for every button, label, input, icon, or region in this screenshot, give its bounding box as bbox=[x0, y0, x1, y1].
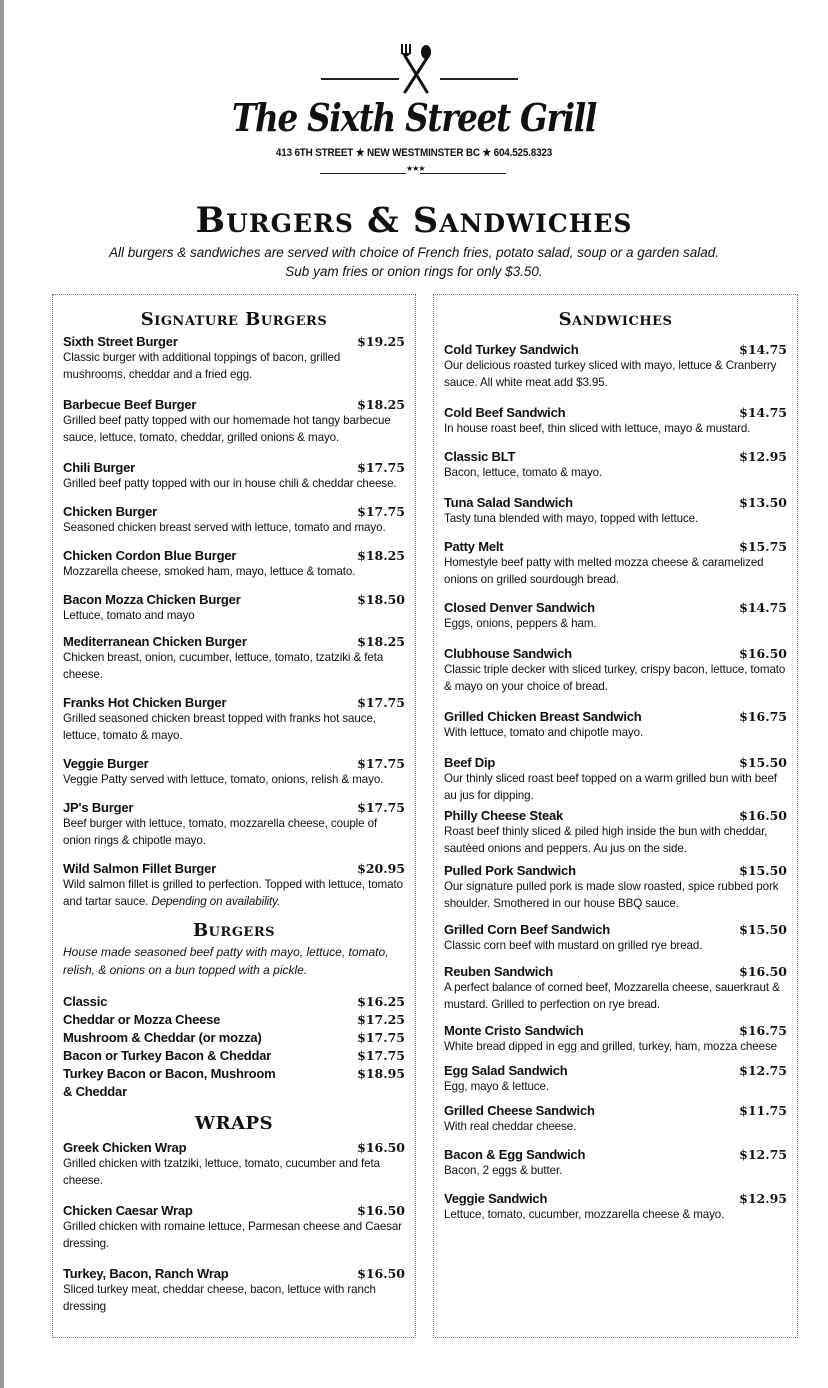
item-description: Lettuce, tomato, cucumber, mozzarella cheese & mayo. bbox=[444, 1208, 725, 1221]
item-name: Chili Burger bbox=[63, 460, 135, 475]
section-heading-sandwiches: Sandwiches bbox=[558, 309, 673, 330]
availability-note: Depending on availability. bbox=[151, 895, 281, 908]
item-price: $12.75 bbox=[739, 1147, 787, 1162]
item-price: $19.25 bbox=[357, 334, 405, 349]
sandwich-list bbox=[444, 342, 787, 1223]
item-description: Eggs, onions, peppers & ham. bbox=[444, 617, 597, 630]
menu-item bbox=[444, 1023, 787, 1055]
item-name: Cheddar or Mozza Cheese bbox=[63, 1012, 221, 1027]
item-price: $14.75 bbox=[739, 600, 787, 615]
item-price: $16.50 bbox=[739, 964, 787, 979]
item-name: Bacon Mozza Chicken Burger bbox=[63, 592, 241, 607]
item-description: Grilled chicken with romaine lettuce, Parmesan cheese and Caesar dressing. bbox=[63, 1220, 403, 1250]
item-description: Our signature pulled pork is made slow roasted, spice rubbed pork shoulder. Smothered in our house BBQ sauce. bbox=[444, 880, 779, 910]
item-price: $16.50 bbox=[357, 1266, 405, 1281]
menu-item bbox=[63, 1203, 405, 1252]
left-column bbox=[52, 294, 416, 1338]
item-description: Grilled beef patty topped with our homemade hot tangy barbecue sauce, lettuce, tomato, cheddar, grilled onions & mayo. bbox=[63, 414, 391, 444]
wrap-list bbox=[63, 1140, 405, 1315]
menu-item bbox=[63, 334, 405, 383]
menu-item bbox=[444, 342, 787, 391]
item-name: Egg Salad Sandwich bbox=[444, 1063, 568, 1078]
section-heading-signature: Signature Burgers bbox=[140, 309, 328, 330]
item-name: Closed Denver Sandwich bbox=[444, 600, 595, 615]
item-name: Wild Salmon Fillet Burger bbox=[63, 861, 217, 876]
restaurant-name: The Sixth Street Grill bbox=[232, 95, 596, 140]
menu-item bbox=[444, 495, 787, 527]
item-price: $11.75 bbox=[739, 1103, 787, 1118]
item-name: Turkey, Bacon, Ranch Wrap bbox=[63, 1266, 229, 1281]
burger-option bbox=[63, 993, 405, 1011]
star-icon: ★★★ bbox=[406, 164, 425, 173]
item-description: Chicken breast, onion, cucumber, lettuce, tomato, tzatziki & feta cheese. bbox=[63, 651, 384, 681]
menu-item bbox=[444, 539, 787, 588]
item-price: $15.50 bbox=[739, 755, 787, 770]
item-description: Beef burger with lettuce, tomato, mozzarella cheese, couple of onion rings & chipotle mayo. bbox=[63, 817, 378, 847]
item-price: $17.75 bbox=[357, 695, 405, 710]
menu-item bbox=[63, 504, 405, 536]
item-name: Classic BLT bbox=[444, 449, 516, 464]
item-price: $15.50 bbox=[739, 863, 787, 878]
item-price: $16.75 bbox=[739, 1023, 787, 1038]
item-price: $17.75 bbox=[357, 504, 405, 519]
burger-option bbox=[63, 1011, 405, 1029]
menu-item bbox=[444, 755, 787, 804]
item-price: $20.95 bbox=[357, 861, 405, 876]
menu-item bbox=[444, 1063, 787, 1095]
item-description: A perfect balance of corned beef, Mozzarella cheese, sauerkraut & mustard. Grilled to perfection on rye bread. bbox=[444, 981, 780, 1011]
menu-item bbox=[444, 1103, 787, 1135]
item-description: Our thinly sliced roast beef topped on a warm grilled bun with beef au jus for dipping. bbox=[444, 772, 777, 802]
item-description: Grilled seasoned chicken breast topped with franks hot sauce, lettuce, tomato & mayo. bbox=[63, 712, 376, 742]
item-name: Grilled Chicken Breast Sandwich bbox=[444, 709, 642, 724]
item-name: Grilled Corn Beef Sandwich bbox=[444, 922, 610, 937]
menu-item bbox=[63, 1140, 405, 1189]
menu-item bbox=[444, 808, 787, 857]
menu-item bbox=[444, 600, 787, 632]
item-name: Classic bbox=[63, 994, 108, 1009]
item-name: Patty Melt bbox=[444, 539, 504, 554]
signature-burger-list bbox=[63, 334, 405, 910]
burger-option bbox=[63, 1029, 405, 1047]
item-name: Pulled Pork Sandwich bbox=[444, 863, 576, 878]
item-name: Chicken Burger bbox=[63, 504, 158, 519]
item-name: Veggie Burger bbox=[63, 756, 149, 771]
restaurant-header bbox=[0, 40, 828, 183]
item-name: Clubhouse Sandwich bbox=[444, 646, 572, 661]
menu-item bbox=[444, 449, 787, 481]
item-price: $17.75 bbox=[357, 1048, 405, 1063]
menu-item bbox=[63, 592, 405, 624]
burgers-description: House made seasoned beef patty with mayo, lettuce, tomato, relish, & onions on a bun topped with a pickle. bbox=[63, 945, 389, 977]
menu-item bbox=[444, 1147, 787, 1179]
menu-item bbox=[444, 1191, 787, 1223]
logo-rule-left bbox=[321, 78, 399, 80]
menu-item bbox=[444, 863, 787, 912]
menu-item bbox=[63, 695, 405, 744]
logo-rule-right bbox=[440, 78, 518, 80]
menu-item bbox=[444, 709, 787, 741]
item-description: Classic burger with additional toppings of bacon, grilled mushrooms, cheddar and a fried egg. bbox=[63, 351, 341, 381]
item-description: Grilled beef patty topped with our in house chili & cheddar cheese. bbox=[63, 477, 397, 490]
item-name: Turkey Bacon or Bacon, Mushroom & Cheddar bbox=[63, 1066, 276, 1099]
right-column bbox=[433, 294, 798, 1338]
item-price: $18.25 bbox=[357, 548, 405, 563]
menu-item bbox=[63, 800, 405, 849]
item-price: $17.75 bbox=[357, 460, 405, 475]
item-name: Greek Chicken Wrap bbox=[63, 1140, 187, 1155]
restaurant-address: 413 6TH STREET ★ NEW WESTMINSTER BC ★ 604.525.8323 bbox=[275, 147, 553, 159]
item-name: Barbecue Beef Burger bbox=[63, 397, 197, 412]
item-name: JP's Burger bbox=[63, 800, 134, 815]
item-price: $12.95 bbox=[739, 1191, 787, 1206]
menu-item bbox=[63, 756, 405, 788]
menu-item bbox=[444, 922, 787, 954]
item-price: $15.75 bbox=[739, 539, 787, 554]
item-price: $12.95 bbox=[739, 449, 787, 464]
item-name: Franks Hot Chicken Burger bbox=[63, 695, 227, 710]
divider-stars bbox=[0, 163, 828, 183]
item-description: In house roast beef, thin sliced with lettuce, mayo & mustard. bbox=[444, 422, 751, 435]
item-description: Bacon, 2 eggs & butter. bbox=[444, 1164, 563, 1177]
section-heading-wraps: WRAPS bbox=[194, 1113, 274, 1134]
item-name: Chicken Cordon Blue Burger bbox=[63, 548, 237, 563]
item-description: Sliced turkey meat, cheddar cheese, bacon, lettuce with ranch dressing bbox=[63, 1283, 376, 1313]
item-description: Egg, mayo & lettuce. bbox=[444, 1080, 549, 1093]
item-price: $16.50 bbox=[739, 646, 787, 661]
item-name: Mushroom & Cheddar (or mozza) bbox=[63, 1030, 262, 1045]
logo bbox=[0, 40, 828, 92]
item-name: Sixth Street Burger bbox=[63, 334, 178, 349]
item-description: Veggie Patty served with lettuce, tomato, onions, relish & mayo. bbox=[63, 773, 384, 786]
item-price: $17.75 bbox=[357, 800, 405, 815]
item-description: Grilled chicken with tzatziki, lettuce, tomato, cucumber and feta cheese. bbox=[63, 1157, 380, 1187]
item-name: Bacon or Turkey Bacon & Cheddar bbox=[63, 1048, 272, 1063]
menu-item bbox=[63, 1266, 405, 1315]
burger-option bbox=[63, 1065, 405, 1101]
menu-subtitle: All burgers & sandwiches are served with choice of French fries, potato salad, soup or a garden salad. Sub yam fries or onion rings for only $3.50. bbox=[108, 245, 720, 279]
menu-item bbox=[444, 405, 787, 437]
item-name: Chicken Caesar Wrap bbox=[63, 1203, 193, 1218]
item-name: Mediterranean Chicken Burger bbox=[63, 634, 247, 649]
item-description: Classic corn beef with mustard on grilled rye bread. bbox=[444, 939, 703, 952]
item-name: Veggie Sandwich bbox=[444, 1191, 548, 1206]
item-price: $18.25 bbox=[357, 397, 405, 412]
item-price: $15.50 bbox=[739, 922, 787, 937]
item-description: Wild salmon fillet is grilled to perfection. Topped with lettuce, tomato and tartar sauce. Depending on availability. bbox=[63, 878, 403, 908]
item-description: Lettuce, tomato and mayo bbox=[63, 609, 195, 622]
burger-list bbox=[63, 993, 405, 1101]
section-heading-burgers: Burgers bbox=[192, 920, 276, 941]
item-description: Mozzarella cheese, smoked ham, mayo, lettuce & tomato. bbox=[63, 565, 356, 578]
item-description: Our delicious roasted turkey sliced with mayo, lettuce & Cranberry sauce. All white meat add $3.95. bbox=[444, 359, 777, 389]
item-description: With lettuce, tomato and chipotle mayo. bbox=[444, 726, 644, 739]
item-price: $18.50 bbox=[357, 592, 405, 607]
menu-item bbox=[63, 548, 405, 580]
menu-item bbox=[63, 460, 405, 492]
item-name: Reuben Sandwich bbox=[444, 964, 553, 979]
item-price: $14.75 bbox=[739, 405, 787, 420]
item-description: Tasty tuna blended with mayo, topped with lettuce. bbox=[444, 512, 699, 525]
page-title: Burgers & Sandwiches bbox=[195, 200, 633, 241]
item-name: Cold Beef Sandwich bbox=[444, 405, 566, 420]
item-description: Bacon, lettuce, tomato & mayo. bbox=[444, 466, 603, 479]
item-name: Bacon & Egg Sandwich bbox=[444, 1147, 586, 1162]
item-price: $16.50 bbox=[357, 1140, 405, 1155]
menu-item bbox=[444, 964, 787, 1013]
item-price: $13.50 bbox=[739, 495, 787, 510]
item-price: $14.75 bbox=[739, 342, 787, 357]
item-name: Monte Cristo Sandwich bbox=[444, 1023, 584, 1038]
item-price: $12.75 bbox=[739, 1063, 787, 1078]
item-description: Seasoned chicken breast served with lettuce, tomato and mayo. bbox=[63, 521, 386, 534]
item-price: $17.75 bbox=[357, 1030, 405, 1045]
item-description: With real cheddar cheese. bbox=[444, 1120, 577, 1133]
item-price: $17.25 bbox=[357, 1012, 405, 1027]
item-price: $17.75 bbox=[357, 756, 405, 771]
item-description: Roast beef thinly sliced & piled high inside the bun with cheddar, sautéed onions and peppers. Au jus on the side. bbox=[444, 825, 768, 855]
item-price: $18.95 bbox=[357, 1066, 405, 1081]
burger-option bbox=[63, 1047, 405, 1065]
fork-spoon-icon bbox=[398, 44, 434, 96]
item-price: $16.75 bbox=[739, 709, 787, 724]
item-name: Tuna Salad Sandwich bbox=[444, 495, 573, 510]
item-description: Homestyle beef patty with melted mozza cheese & caramelized onions on grilled sourdough bread. bbox=[444, 556, 764, 586]
item-price: $16.50 bbox=[357, 1203, 405, 1218]
item-price: $16.50 bbox=[739, 808, 787, 823]
item-price: $16.25 bbox=[357, 994, 405, 1009]
menu-item bbox=[63, 861, 405, 910]
item-name: Philly Cheese Steak bbox=[444, 808, 564, 823]
item-description: White bread dipped in egg and grilled, turkey, ham, mozza cheese bbox=[444, 1040, 778, 1053]
menu-item bbox=[63, 634, 405, 683]
item-description: Classic triple decker with sliced turkey, crispy bacon, lettuce, tomato & mayo on your choice of bread. bbox=[444, 663, 786, 693]
item-name: Cold Turkey Sandwich bbox=[444, 342, 579, 357]
menu-item bbox=[444, 646, 787, 695]
item-name: Grilled Cheese Sandwich bbox=[444, 1103, 595, 1118]
menu-item bbox=[63, 397, 405, 446]
item-price: $18.25 bbox=[357, 634, 405, 649]
item-name: Beef Dip bbox=[444, 755, 496, 770]
